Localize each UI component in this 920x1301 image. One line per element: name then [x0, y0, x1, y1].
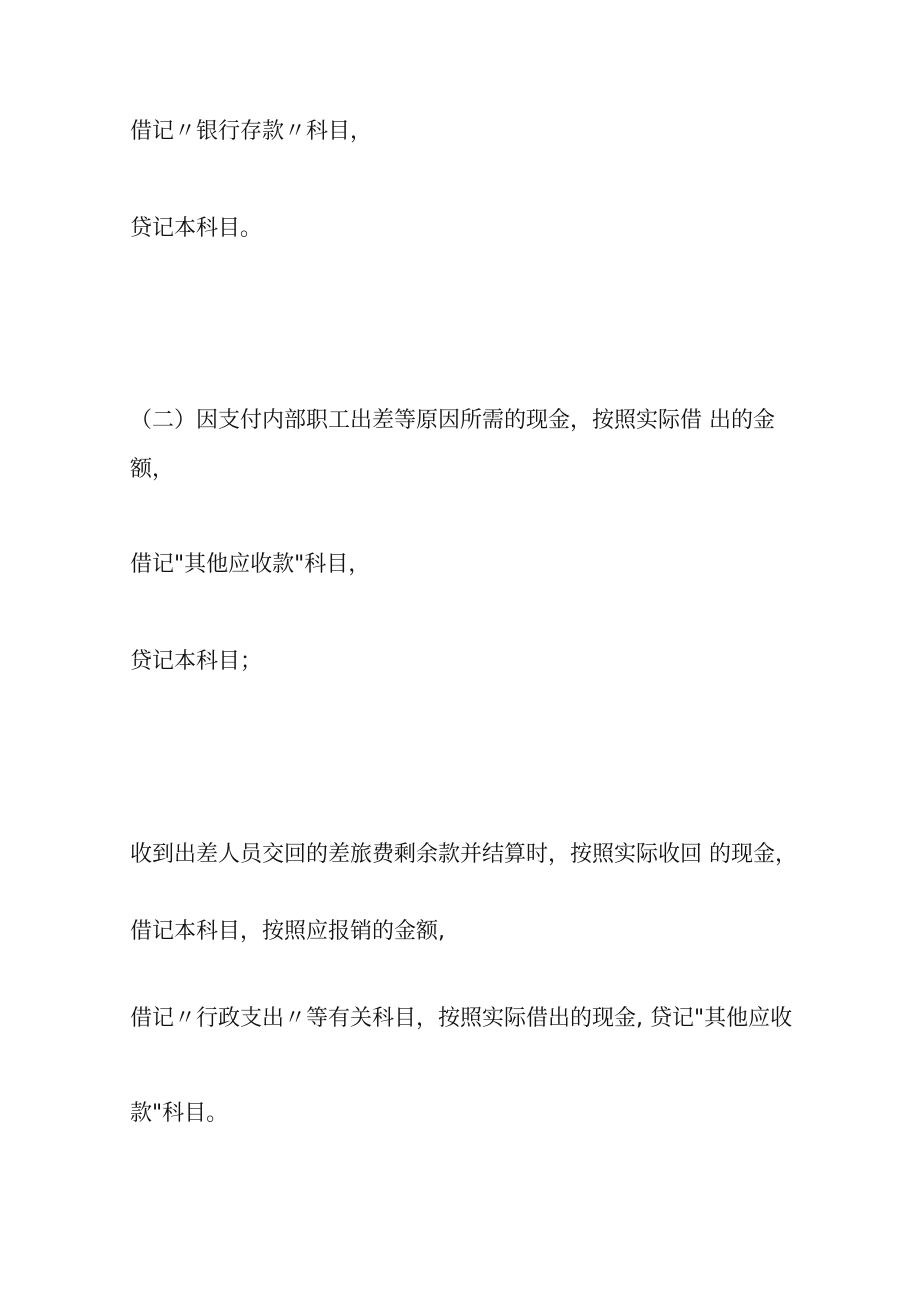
text-line-debit-admin-expense: 借记〃行政支出〃等有关科目，按照实际借出的现金, 贷记"其他应收 [130, 1006, 793, 1031]
text-line-debit-other-receivables: 借记"其他应收款"科目， [130, 552, 371, 577]
text-line-credit-this-account-2: 贷记本科目； [130, 649, 263, 674]
text-line-section-two: （二）因支付内部职工出差等原因所需的现金，按照实际借 出的金 [130, 408, 775, 433]
text-line-debit-bank-deposit: 借记〃银行存款〃科目， [130, 119, 373, 144]
text-line-account-end: 款"科目。 [130, 1101, 229, 1126]
text-line-debit-this-account: 借记本科目，按照应报销的金额, [130, 919, 445, 944]
text-line-section-two-continued: 额， [130, 457, 175, 482]
text-line-credit-this-account: 贷记本科目。 [130, 216, 263, 241]
text-line-settlement: 收到出差人员交回的差旅费剩余款并结算时，按照实际收回 的现金， [130, 842, 797, 867]
